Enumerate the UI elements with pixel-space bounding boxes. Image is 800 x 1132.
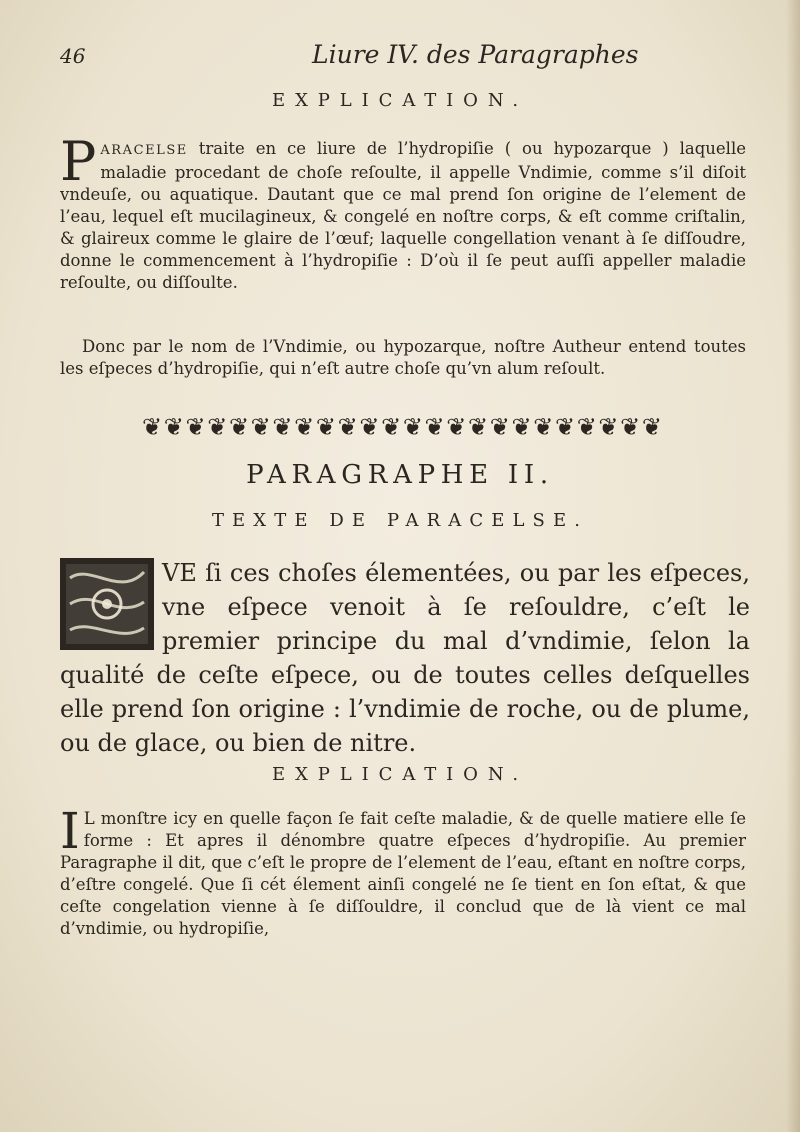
fleuron-ornament-band	[142, 412, 662, 442]
fleuron-icon: ❦	[446, 413, 467, 441]
ornamental-initial-icon	[60, 558, 154, 650]
fleuron-icon: ❦	[272, 413, 293, 441]
explication-text: traite en ce liure de l’hydropiſie ( ou hypozarque ) laquelle maladie procedant de choſe reſoulte, il appelle Vndimie, comme s’il diſoit vndeuſe, ou aquatique. Dautant que ce mal prend ſon origine de l’element de l’eau, lequel eſt mucilagineux, & congelé en noſtre corps, & eſt comme criſtalin, & glaireux comme le glaire de l’œuf; laquelle congellation venant à ſe diſſoudre, donne le commencement à l’hydropiſie : D’où il ſe peut auſſi appeller maladie reſoulte, ou diſſoulte.	[60, 139, 746, 292]
fleuron-icon: ❦	[359, 413, 380, 441]
explication-text-2: L monſtre icy en quelle façon ſe fait ceſte maladie, & de quelle matiere elle ſe forme : Et apres il dénombre quatre eſpeces d’hydropiſie. Au premier Paragraphe il dit, que c’eſt le propre de l’element de l’eau, eſtant en noſtre corps, d’eſtre congelé. Que ſi cét élement ainſi congelé ne ſe tient en ſon eſtat, & que ceſte congelation vienne à ſe diſſouldre, il conclud que de là vient ce mal d’vndimie, ou hydropiſie,	[60, 809, 746, 938]
fleuron-icon: ❦	[294, 413, 315, 441]
texte-text: VE ſi ces choſes élementées, ou par les eſpeces, vne eſpece venoit à ſe reſouldre, c’eſt le premier principe du mal d’vndimie, ſelon la qualité de ceſte eſpece, ou de toutes celles deſquelles elle prend ſon origine : l’vndimie de roche, ou de plume, ou de glace, ou bien de nitre.	[60, 559, 750, 757]
fleuron-icon: ❦	[620, 413, 641, 441]
explication-paragraph-3	[60, 802, 746, 940]
fleuron-icon: ❦	[337, 413, 358, 441]
texte-paragraph	[60, 556, 750, 760]
fleuron-icon: ❦	[185, 413, 206, 441]
fleuron-icon: ❦	[554, 413, 576, 441]
drop-cap-i: I	[60, 802, 80, 860]
explication-heading: EXPLICATION.	[272, 90, 528, 111]
fleuron-icon: ❦	[315, 413, 336, 441]
page-header	[60, 36, 750, 76]
fleuron-icon: ❦	[641, 413, 662, 441]
fleuron-icon: ❦	[511, 413, 532, 441]
fleuron-icon: ❦	[489, 413, 510, 441]
fleuron-icon: ❦	[207, 413, 228, 441]
fleuron-icon: ❦	[142, 413, 163, 441]
explication-paragraph-2: Donc par le nom de l’Vndimie, ou hypozarque, noſtre Autheur entend toutes les eſpeces d’hydropiſie, qui n’eſt autre choſe qu’vn alum reſoult.	[60, 337, 746, 378]
texte-heading: TEXTE DE PARACELSE.	[211, 510, 589, 531]
fleuron-icon: ❦	[468, 413, 489, 441]
fleuron-icon: ❦	[576, 413, 597, 441]
author-name: ARACELSE	[100, 143, 188, 158]
explication-paragraph	[60, 130, 746, 294]
fleuron-icon: ❦	[228, 413, 250, 441]
running-title: Liure IV. des Paragraphes	[312, 40, 639, 69]
page-edge-shadow	[786, 0, 800, 1132]
explication-heading-2: EXPLICATION.	[272, 764, 528, 785]
fleuron-icon: ❦	[598, 413, 619, 441]
page-number: 46	[60, 44, 86, 68]
fleuron-icon: ❦	[250, 413, 271, 441]
fleuron-icon: ❦	[402, 413, 423, 441]
fleuron-icon: ❦	[163, 413, 184, 441]
fleuron-icon: ❦	[533, 413, 554, 441]
paragraph-heading: PARAGRAPHE II.	[246, 460, 554, 490]
fleuron-icon: ❦	[381, 413, 402, 441]
fleuron-icon: ❦	[424, 413, 445, 441]
drop-cap-p: P	[60, 130, 97, 193]
